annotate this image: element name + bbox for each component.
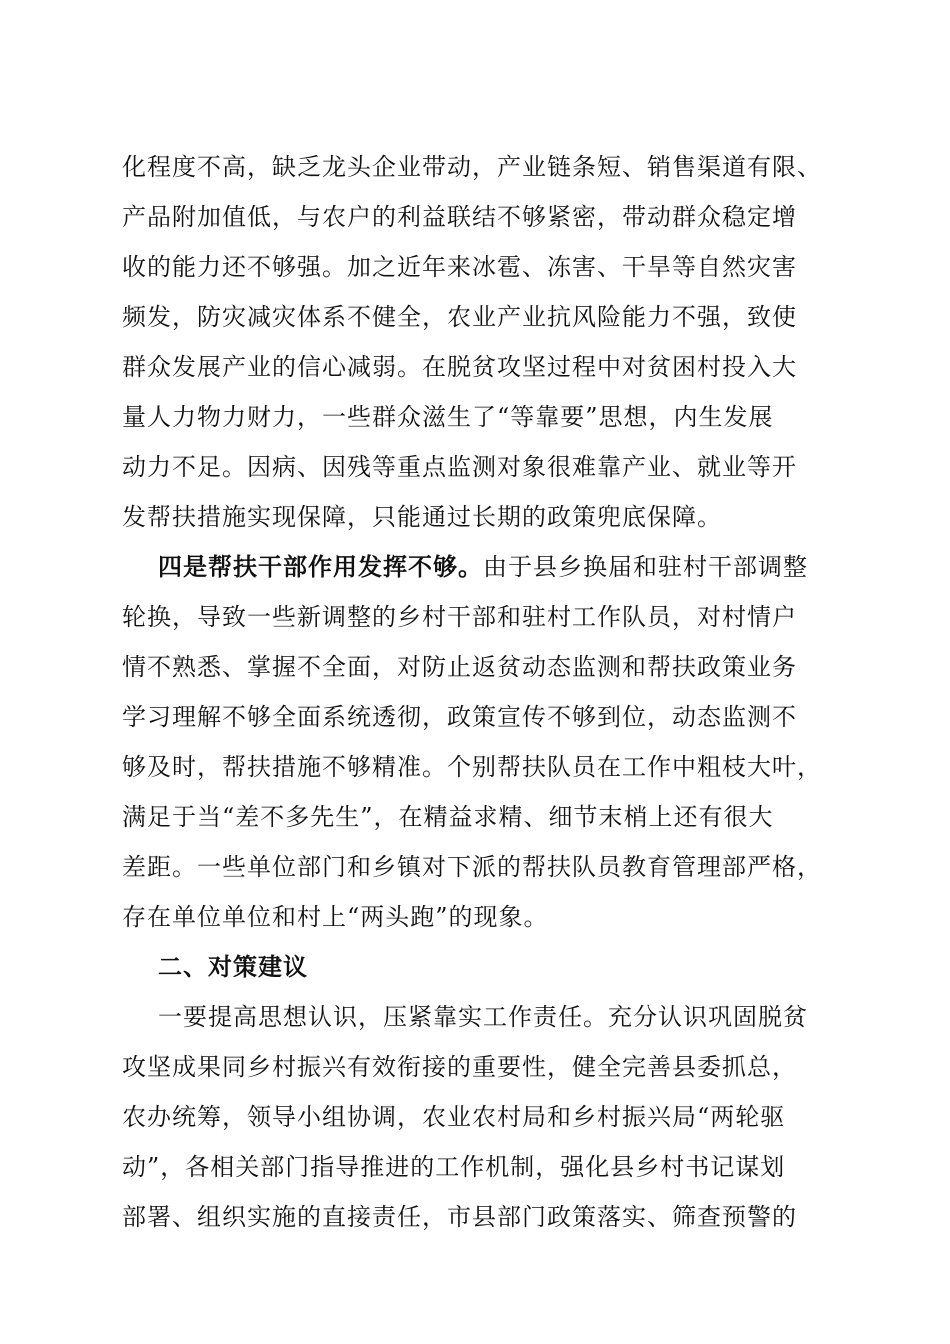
paragraph-line: 产品附加值低，与农户的利益联结不够紧密，带动群众稳定增 (122, 203, 797, 231)
paragraph-line: 频发，防灾减灾体系不健全，农业产业抗风险能力不强，致使 (122, 303, 797, 331)
paragraph-lead-rest: 由于县乡换届和驻村干部调整 (483, 553, 808, 581)
paragraph-line: 农办统筹，领导小组协调，农业农村局和乡村振兴局“两轮驱 (122, 1103, 786, 1131)
paragraph-first-line (122, 542, 842, 592)
paragraph-line: 轮换，导致一些新调整的乡村干部和驻村工作队员，对村情户 (122, 603, 797, 631)
paragraph-line: 学习理解不够全面系统透彻，政策宣传不够到位，动态监测不 (122, 703, 797, 731)
paragraph-line: 收的能力还不够强。加之近年来冰雹、冻害、干旱等自然灾害 (122, 253, 797, 281)
paragraph-line: 动”，各相关部门指导推进的工作机制，强化县乡村书记谋划 (122, 1153, 786, 1181)
paragraph-line: 发帮扶措施实现保障，只能通过长期的政策兜底保障。 (122, 503, 722, 531)
paragraph-lead-bold: 四是帮扶干部作用发挥不够。 (158, 553, 483, 581)
paragraph-line: 攻坚成果同乡村振兴有效衔接的重要性，健全完善县委抓总， (122, 1053, 797, 1081)
paragraph-first-line: 一要提高思想认识，压紧靠实工作责任。充分认识巩固脱贫 (158, 1003, 808, 1031)
paragraph-line: 化程度不高，缺乏龙头企业带动，产业链条短、销售渠道有限、 (122, 153, 822, 181)
section-heading: 二、对策建议 (158, 953, 308, 981)
paragraph-line: 满足于当“差不多先生”，在精益求精、细节末梢上还有很大 (122, 803, 774, 831)
paragraph-line: 存在单位单位和村上“两头跑”的现象。 (122, 903, 549, 931)
paragraph-line: 群众发展产业的信心减弱。在脱贫攻坚过程中对贫困村投入大 (122, 353, 797, 381)
paragraph-line: 差距。一些单位部门和乡镇对下派的帮扶队员教育管理部严格， (122, 853, 822, 881)
paragraph-line: 量人力物力财力，一些群众滋生了“等靠要”思想，内生发展 (122, 403, 774, 431)
document-body (122, 142, 842, 1242)
paragraph-line: 情不熟悉、掌握不全面，对防止返贫动态监测和帮扶政策业务 (122, 653, 797, 681)
paragraph-line: 部署、组织实施的直接责任，市县部门政策落实、筛查预警的 (122, 1203, 797, 1231)
paragraph-line: 够及时，帮扶措施不够精准。个别帮扶队员在工作中粗枝大叶， (122, 753, 822, 781)
paragraph-line: 动力不足。因病、因残等重点监测对象很难靠产业、就业等开 (122, 453, 797, 481)
